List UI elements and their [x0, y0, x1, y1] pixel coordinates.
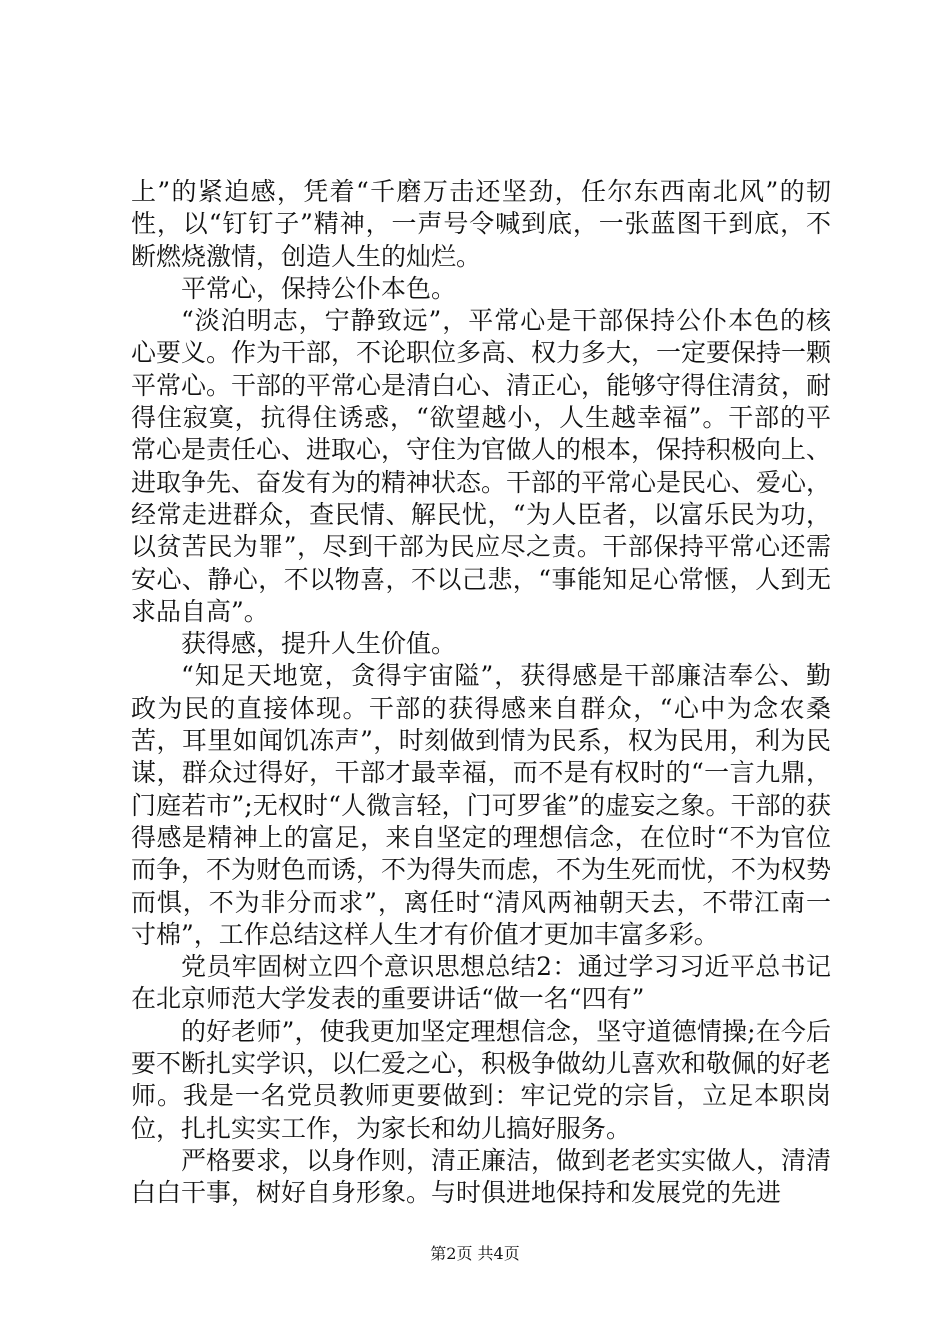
paragraph: 党员牢固树立四个意识思想总结2：通过学习习近平总书记在北京师范大学发表的重要讲话“做一名“四有” [131, 952, 831, 1014]
paragraph: 上”的紧迫感，凭着“千磨万击还坚劲，任尔东西南北风”的韧性，以“钉钉子”精神，一声号令喊到底，一张蓝图干到底，不断燃烧激情，创造人生的灿烂。 [131, 177, 831, 271]
section-heading-ordinary-mind: 平常心，保持公仆本色。 [181, 273, 457, 303]
paragraph: 严格要求，以身作则，清正廉洁，做到老老实实做人，清清白白干事，树好自身形象。与时俱进地保持和发展党的先进 [131, 1145, 832, 1208]
paragraph: “知足天地宽，贪得宇宙隘”，获得感是干部廉洁奉公、勤政为民的直接体现。干部的获得感来自群众，“心中为念农桑苦，耳里如闻饥冻声”，时刻做到情为民系，权为民用，利为民谋，群众过得好，干部才最幸福，而不是有权时的“一言九鼎，门庭若市”;无权时“人微言轻，门可罗雀”的虚妄之象。干部的获得感是精神上的富足，来自坚定的理想信念，在位时“不为官位而争，不为财色而诱，不为得失而虑，不为生死而忧，不为权势而惧，不为非分而求”，离任时“清风两袖朝天去，不带江南一寸棉”，工作总结这样人生才有价值才更加丰富多彩。 [131, 661, 832, 949]
paragraph: “淡泊明志，宁静致远”，平常心是干部保持公仆本色的核心要义。作为干部，不论职位多高、权力多大，一定要保持一颗平常心。干部的平常心是清白心、清正心，能够守得住清贫，耐得住寂寞，抗得住诱惑，“欲望越小，人生越幸福”。干部的平常心是责任心、进取心，守住为官做人的根本，保持积极向上、进取争先、奋发有为的精神状态。干部的平常心是民心、爱心，经常走进群众，查民情、解民忧，“为人臣者，以富乐民为功，以贫苦民为罪”，尽到干部为民应尽之责。干部保持平常心还需安心、静心，不以物喜，不以己悲，“事能知足心常惬，人到无求品自高”。 [131, 306, 832, 626]
document-body [131, 176, 831, 1210]
section-heading-sense-of-gain: 获得感，提升人生价值。 [181, 629, 457, 659]
paragraph: 的好老师”，使我更加坚定理想信念，坚守道德情操;在今后要不断扎实学识，以仁爱之心，积极争做幼儿喜欢和敬佩的好老师。我是一名党员教师更要做到：牢记党的宗旨，立足本职岗位，扎扎实实工作，为家长和幼儿搞好服务。 [131, 1016, 832, 1143]
page-number-footer: 第2页 共4页 [430, 1244, 520, 1263]
